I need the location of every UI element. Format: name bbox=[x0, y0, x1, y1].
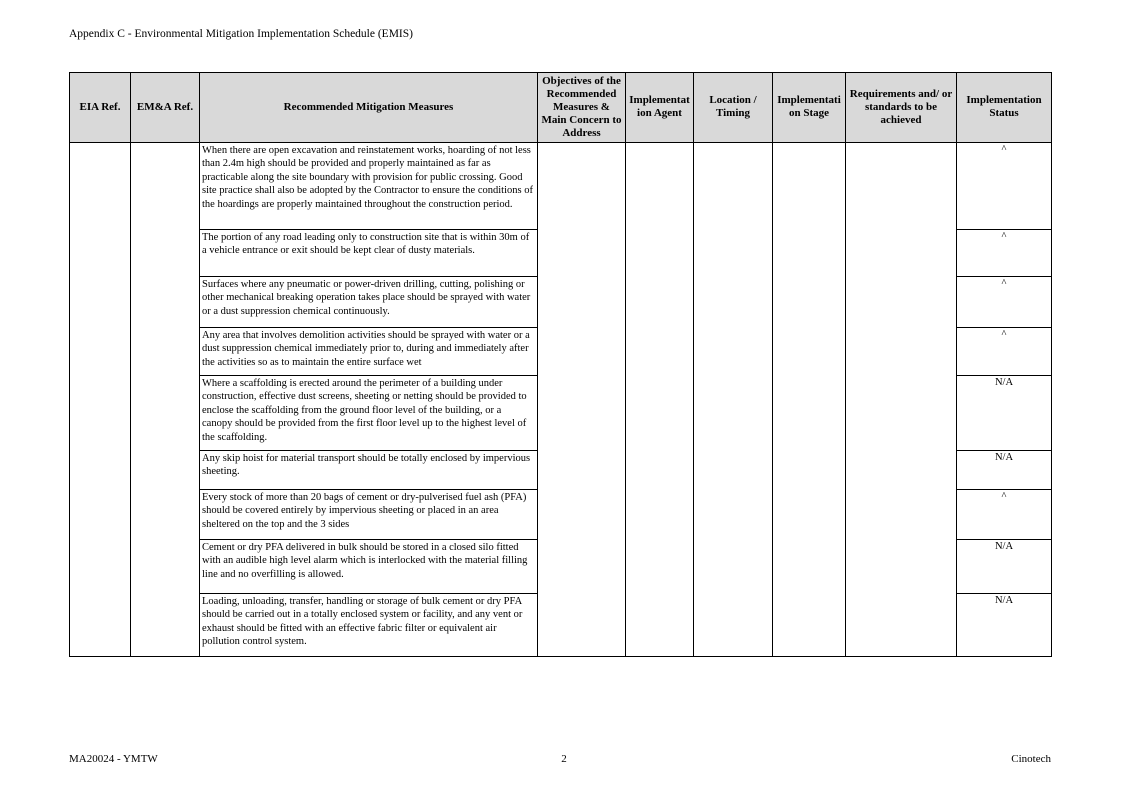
col-header-requirements: Requirements and/ or standards to be achieved bbox=[846, 73, 957, 143]
measure-cell: The portion of any road leading only to construction site that is within 30m of a vehicle entrance or exit should be kept clear of dusty materials. bbox=[200, 229, 538, 276]
status-cell: ^ bbox=[957, 327, 1052, 375]
footer-page-number: 2 bbox=[561, 753, 567, 765]
measure-cell: Any skip hoist for material transport should be totally enclosed by impervious sheeting. bbox=[200, 450, 538, 489]
footer-company-name: Cinotech bbox=[1011, 753, 1051, 765]
status-cell: N/A bbox=[957, 450, 1052, 489]
measure-cell: Any area that involves demolition activities should be sprayed with water or a dust suppression chemical immediately prior to, during and immediately after the activities so as to maintain the entire surface wet bbox=[200, 327, 538, 375]
status-cell: ^ bbox=[957, 489, 1052, 539]
table-header-row bbox=[70, 73, 1052, 143]
measure-cell: Loading, unloading, transfer, handling or storage of bulk cement or dry PFA should be carried out in a totally enclosed system or facility, and any vent or exhaust should be fitted with an effective fabric filter or equivalent air pollution control system. bbox=[200, 593, 538, 656]
col-header-implementation-stage: Implementation Stage bbox=[773, 73, 846, 143]
status-cell: N/A bbox=[957, 593, 1052, 656]
eia-ref-cell bbox=[70, 142, 131, 656]
status-cell: ^ bbox=[957, 142, 1052, 229]
status-cell: ^ bbox=[957, 229, 1052, 276]
objectives-cell bbox=[538, 142, 626, 656]
measure-cell: Surfaces where any pneumatic or power-driven drilling, cutting, polishing or other mechanical breaking operation takes place should be sprayed with water or a dust suppression chemical continuously. bbox=[200, 276, 538, 327]
table-row bbox=[70, 142, 1052, 229]
status-cell: N/A bbox=[957, 375, 1052, 450]
requirements-cell bbox=[846, 142, 957, 656]
ema-ref-cell bbox=[131, 142, 200, 656]
footer-project-ref: MA20024 - YMTW bbox=[69, 753, 158, 765]
implementation-stage-cell bbox=[773, 142, 846, 656]
status-cell: ^ bbox=[957, 276, 1052, 327]
measure-cell: Where a scaffolding is erected around the perimeter of a building under construction, effective dust screens, sheeting or netting should be provided to enclose the scaffolding from the ground floor level of the building, or a canopy should be provided from the first floor level up to the highest level of the scaffolding. bbox=[200, 375, 538, 450]
status-cell: N/A bbox=[957, 539, 1052, 593]
measure-cell: When there are open excavation and reinstatement works, hoarding of not less than 2.4m high should be provided and properly maintained as far as practicable along the site boundary with provision for public crossing. Good site practice shall also be adopted by the Contractor to ensure the conditions of the hoardings are properly maintained throughout the construction period. bbox=[200, 142, 538, 229]
location-timing-cell bbox=[694, 142, 773, 656]
col-header-ema-ref: EM&A Ref. bbox=[131, 73, 200, 143]
measure-cell: Every stock of more than 20 bags of cement or dry-pulverised fuel ash (PFA) should be covered entirely by impervious sheeting or placed in an area sheltered on the top and the 3 sides bbox=[200, 489, 538, 539]
col-header-implementation-status: Implementation Status bbox=[957, 73, 1052, 143]
col-header-implementation-agent: Implementation Agent bbox=[626, 73, 694, 143]
col-header-recommended-measures: Recommended Mitigation Measures bbox=[200, 73, 538, 143]
measure-cell: Cement or dry PFA delivered in bulk should be stored in a closed silo fitted with an audible high level alarm which is interlocked with the material filling line and no overfilling is allowed. bbox=[200, 539, 538, 593]
page-heading: Appendix C - Environmental Mitigation Implementation Schedule (EMIS) bbox=[69, 28, 413, 40]
col-header-location-timing: Location / Timing bbox=[694, 73, 773, 143]
emis-table bbox=[69, 72, 1052, 657]
col-header-objectives: Objectives of the Recommended Measures & Main Concern to Address bbox=[538, 73, 626, 143]
col-header-eia-ref: EIA Ref. bbox=[70, 73, 131, 143]
implementation-agent-cell bbox=[626, 142, 694, 656]
